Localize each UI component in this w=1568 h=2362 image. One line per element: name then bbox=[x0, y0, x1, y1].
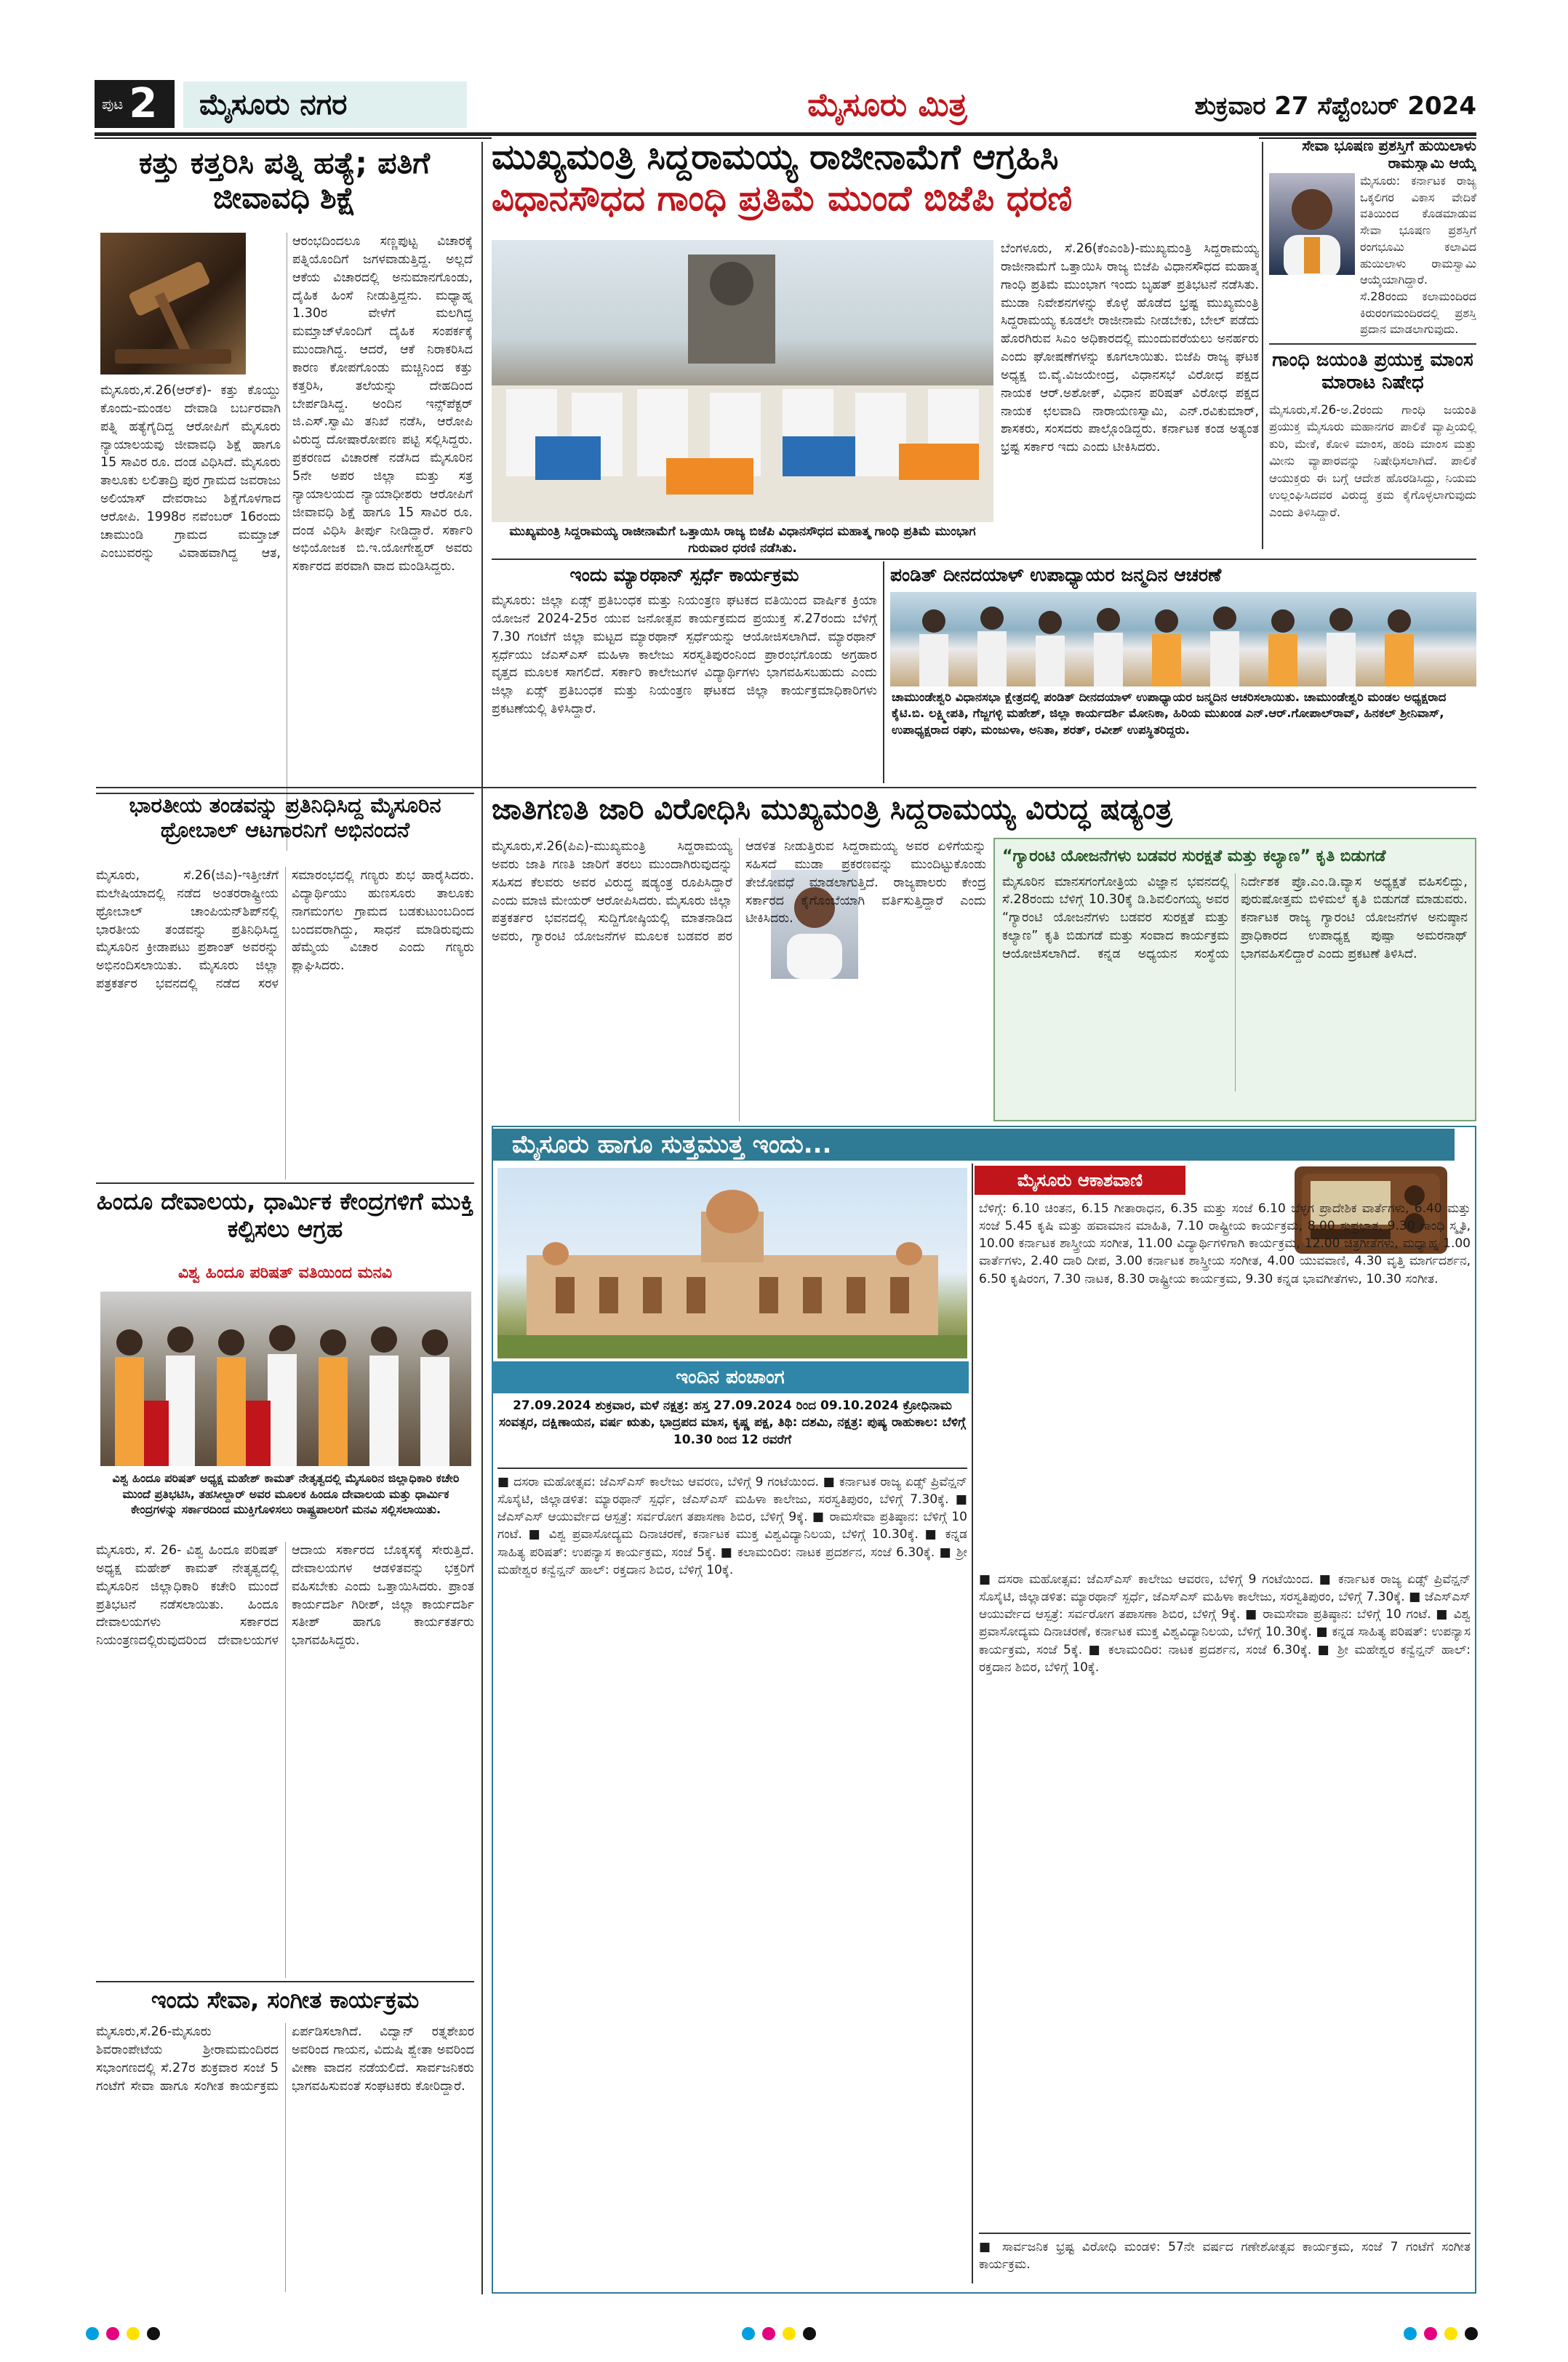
panchanga-text: 27.09.2024 ಶುಕ್ರವಾರ, ಮಳೆ ನಕ್ಷತ್ರ: ಹಸ್ತ 27.09.2024 ರಿಂದ 09.10.2024 ಕ್ರೋಧಿನಾಮ ಸಂವತ್ಸರ, ದಕ್ಷಿಣಾಯನ, ವರ್ಷ ಋತು, ಭಾದ್ರಪದ ಮಾಸ, ಕೃಷ್ಣ ಪಕ್ಷ, ತಿಥಿ: ದಶಮಿ, ನಕ್ಷತ್ರ: ಪುಷ್ಯ ರಾಹುಕಾಲ: ಬೆಳಿಗ್ಗೆ 10.30 ರಿಂದ 12 ರವರೆಗೆ bbox=[499, 1398, 966, 1447]
conspiracy-headline: ಜಾತಿಗಣತಿ ಜಾರಿ ವಿರೋಧಿಸಿ ಮುಖ್ಯಮಂತ್ರಿ ಸಿದ್ದರಾಮಯ್ಯ ವಿರುದ್ಧ ಷಡ್ಯಂತ್ರ bbox=[492, 793, 1172, 826]
award-headline: ಭಾರತೀಯ ತಂಡವನ್ನು ಪ್ರತಿನಿಧಿಸಿದ್ದ ಮೈಸೂರಿನ ಥ್ರೋಬಾಲ್ ಆಟಗಾರನಿಗೆ ಅಭಿನಂದನೆ bbox=[129, 793, 441, 843]
rule bbox=[497, 1468, 967, 1469]
side1-body: ಮೈಸೂರು: ಕರ್ನಾಟಕ ರಾಜ್ಯ ಒಕ್ಕಲಿಗರ ವಿಕಾಸ ವೇದಿಕೆ ವತಿಯಿಂದ ಕೊಡಮಾಡುವ ಸೇವಾ ಭೂಷಣ ಪ್ರಶಸ್ತಿಗೆ ರಂಗಭೂಮಿ ಕಲಾವಿದ ಹುಯಿಲಾಳು ರಾಮಸ್ವಾಮಿ ಆಯ್ಕೆಯಾಗಿದ್ದಾರೆ. ಸೆ.28ರಂದು ಕಲಾಮಂದಿರದ ಕಿರುರಂಗಮಂದಿರದಲ್ಲಿ ಪ್ರಶಸ್ತಿ ಪ್ರದಾನ ಮಾಡಲಾಗುವುದು. bbox=[1360, 174, 1476, 337]
black-dot bbox=[1465, 2327, 1478, 2340]
lead-photo-caption: ಮುಖ್ಯಮಂತ್ರಿ ಸಿದ್ದರಾಮಯ್ಯ ರಾಜೀನಾಮೆಗೆ ಒತ್ತಾಯಿಸಿ ರಾಜ್ಯ ಬಿಜೆಪಿ ವಿಧಾನಸೌಧದ ಮಹಾತ್ಮ ಗಾಂಧಿ ಪ್ರತಿಮೆ ಮುಂಭಾಗ ಗುರುವಾರ ಧರಣಿ ನಡೆಸಿತು. bbox=[509, 524, 976, 556]
marathon-title: ಇಂದು ಮ್ಯಾರಥಾನ್ ಸ್ಪರ್ಧೆ ಕಾರ್ಯಕ್ರಮ bbox=[569, 564, 799, 585]
column-rule bbox=[972, 1164, 973, 2283]
lead-headline-2: ವಿಧಾನಸೌಧದ ಗಾಂಧಿ ಪ್ರತಿಮೆ ಮುಂದೆ ಬಿಜೆಪಿ ಧರಣಿ bbox=[492, 177, 1073, 219]
side1-title: ಸೇವಾ ಭೂಷಣ ಪ್ರಶಸ್ತಿಗೆ ಹುಯಿಲಾಳು ರಾಮಸ್ವಾಮಿ ಆಯ್ಕೆ bbox=[1302, 137, 1476, 172]
page-label: ಪುಟ bbox=[102, 95, 124, 113]
marathon-title-box bbox=[492, 564, 877, 589]
newspaper-name: ಮೈಸೂರು ಮಿತ್ರ bbox=[807, 87, 967, 124]
music-body: ಮೈಸೂರು,ಸೆ.26-ಮೈಸೂರು ಶಿವರಾಂಪೇಟೆಯ ಶ್ರೀರಾಮಮಂದಿರದ ಸಭಾಂಗಣದಲ್ಲಿ ಸೆ.27ರ ಶುಕ್ರವಾರ ಸಂಜೆ 5 ಗಂಟೆಗೆ ಸೇವಾ ಹಾಗೂ ಸಂಗೀತ ಕಾರ್ಯಕ್ರಮ ಏರ್ಪಡಿಸಲಾಗಿದೆ. ವಿದ್ವಾನ್ ರತ್ನಶೇಖರ ಅವರಿಂದ ಗಾಯನ, ವಿದುಷಿ ಶ್ವೇತಾ ಅವರಿಂದ ವೀಣಾ ವಾದನ ನಡೆಯಲಿದೆ. ಸಾರ್ವಜನಿಕರು ಭಾಗವಹಿಸುವಂತೆ ಸಂಘಟಕರು ಕೋರಿದ್ದಾರೆ. bbox=[96, 2025, 474, 2094]
panchanga-title: ಇಂದಿನ ಪಂಚಾಂಗ bbox=[492, 1361, 969, 1393]
award-body: ಮೈಸೂರು, ಸೆ.26(ಜಿಎ)-ಇತ್ತೀಚೆಗೆ ಮಲೇಷಿಯಾದಲ್ಲಿ ನಡೆದ ಅಂತರರಾಷ್ಟ್ರೀಯ ಥ್ರೋಬಾಲ್ ಚಾಂಪಿಯನ್‌ಶಿಪ್‌ನಲ್ಲಿ ಭಾರತೀಯ ತಂಡವನ್ನು ಪ್ರತಿನಿಧಿಸಿದ್ದ ಮೈಸೂರಿನ ಕ್ರೀಡಾಪಟು ಪ್ರಶಾಂತ್ ಅವರನ್ನು ಅಭಿನಂದಿಸಲಾಯಿತು. ಮೈಸೂರು ಜಿಲ್ಲಾ ಪತ್ರಕರ್ತರ ಭವನದಲ್ಲಿ ನಡೆದ ಸರಳ ಸಮಾರಂಭದಲ್ಲಿ ಗಣ್ಯರು ಶುಭ ಹಾರೈಸಿದರು. ವಿದ್ಯಾರ್ಥಿಯು ಹುಣಸೂರು ತಾಲೂಕು ನಾಗಮಂಗಲ ಗ್ರಾಮದ ಬಡಕುಟುಂಬದಿಂದ ಬಂದವರಾಗಿದ್ದು, ಸಾಧನೆ ಮಾಡಿರುವುದು ಹೆಮ್ಮೆಯ ವಿಚಾರ ಎಂದು ಗಣ್ಯರು ಶ್ಲಾಘಿಸಿದರು. bbox=[96, 868, 474, 992]
cyan-dot bbox=[742, 2327, 755, 2340]
story-murder-headline-box bbox=[96, 145, 473, 230]
events-body: ■ ದಸರಾ ಮಹೋತ್ಸವ: ಜೆಎಸ್‌ಎಸ್ ಕಾಲೇಜು ಆವರಣ, ಬೆಳಿಗ್ಗೆ 9 ಗಂಟೆಯಿಂದ. ■ ಕರ್ನಾಟಕ ರಾಜ್ಯ ಏಡ್ಸ್ ಪ್ರಿವೆನ್ಷನ್ ಸೊಸೈಟಿ, ಜಿಲ್ಲಾಡಳಿತ: ಮ್ಯಾರಥಾನ್ ಸ್ಪರ್ಧೆ, ಜೆಎಸ್‌ಎಸ್ ಮಹಿಳಾ ಕಾಲೇಜು, ಸರಸ್ವತಿಪುರಂ, ಬೆಳಿಗ್ಗೆ 7.30ಕ್ಕೆ. ■ ಜೆಎಸ್‌ಎಸ್ ಆಯುರ್ವೇದ ಆಸ್ಪತ್ರೆ: ಸರ್ವರೋಗ ತಪಾಸಣಾ ಶಿಬಿರ, ಬೆಳಿಗ್ಗೆ 9ಕ್ಕೆ. ■ ರಾಮಸೇವಾ ಪ್ರತಿಷ್ಠಾನ: ಬೆಳಿಗ್ಗೆ 10 ಗಂಟೆ. ■ ವಿಶ್ವ ಪ್ರವಾಸೋದ್ಯಮ ದಿನಾಚರಣೆ, ಕರ್ನಾಟಕ ಮುಕ್ತ ವಿಶ್ವವಿದ್ಯಾನಿಲಯ, ಬೆಳಿಗ್ಗೆ 10.30ಕ್ಕೆ. ■ ಕನ್ನಡ ಸಾಹಿತ್ಯ ಪರಿಷತ್: ಉಪನ್ಯಾಸ ಕಾರ್ಯಕ್ರಮ, ಸಂಜೆ 5ಕ್ಕೆ. ■ ಕಲಾಮಂದಿರ: ನಾಟಕ ಪ್ರದರ್ಶನ, ಸಂಜೆ 6.30ಕ್ಕೆ. ■ ಶ್ರೀ ಮಹೇಶ್ವರ ಕನ್ವೆನ್ಷನ್ ಹಾಲ್: ರಕ್ತದಾನ ಶಿಬಿರ, ಬೆಳಿಗ್ಗೆ 10ಕ್ಕೆ. bbox=[497, 1475, 967, 1577]
lead-headline-1: ಮುಖ್ಯಮಂತ್ರಿ ಸಿದ್ದರಾಮಯ್ಯ ರಾಜೀನಾಮೆಗೆ ಆಗ್ರಹಿಸಿ bbox=[492, 137, 1059, 177]
deendayal-photo bbox=[890, 592, 1476, 686]
vhp-photo bbox=[100, 1292, 471, 1466]
marathon-body: ಮೈಸೂರು: ಜಿಲ್ಲಾ ಏಡ್ಸ್ ಪ್ರತಿಬಂಧಕ ಮತ್ತು ನಿಯಂತ್ರಣ ಘಟಕದ ವತಿಯಿಂದ ವಾರ್ಷಿಕ ಕ್ರಿಯಾ ಯೋಜನೆ 2024-25ರ ಯುವ ಜನೋತ್ಸವ ಕಾರ್ಯಕ್ರಮದ ಪ್ರಯುಕ್ತ ಸೆ.27ರಂದು ಬೆಳಿಗ್ಗೆ 7.30 ಗಂಟೆಗೆ ಜಿಲ್ಲಾ ಮಟ್ಟದ ಮ್ಯಾರಥಾನ್ ಸ್ಪರ್ಧೆಯನ್ನು ಆಯೋಜಿಸಲಾಗಿದೆ. ಮ್ಯಾರಥಾನ್ ಸ್ಪರ್ಧೆಯು ಜೆಎಸ್‌ಎಸ್ ಮಹಿಳಾ ಕಾಲೇಜು ಸರಸ್ವತಿಪುರಂನಿಂದ ಪ್ರಾರಂಭಗೊಂಡು ಅಗ್ರಹಾರ ವೃತ್ತದ ಮೂಲಕ ಸಾಗಲಿದೆ. ಸರ್ಕಾರಿ ಕಾಲೇಜುಗಳ ವಿದ್ಯಾರ್ಥಿಗಳು ಭಾಗವಹಿಸಬಹುದು ಎಂದು ಜಿಲ್ಲಾ ಏಡ್ಸ್ ಪ್ರತಿಬಂಧಕ ಮತ್ತು ನಿಯಂತ್ರಣ ಘಟಕದ ಜಿಲ್ಲಾ ಕಾರ್ಯಕ್ರಮಾಧಿಕಾರಿಗಳು ಪ್ರಕಟಣೆಯಲ್ಲಿ ತಿಳಿಸಿದ್ದಾರೆ. bbox=[492, 593, 877, 717]
rule bbox=[96, 787, 1476, 788]
yellow-dot bbox=[783, 2327, 796, 2340]
magenta-dot bbox=[762, 2327, 775, 2340]
story-murder-body: ಮೈಸೂರು,ಸೆ.26(ಆರ್‌ಕೆ)- ಕತ್ತು ಕೊಯ್ದು ಕೊಂದು-ಮಂಡಲ ದೇವಾಡಿ ಬರ್ಬರವಾಗಿ ಪತ್ನಿ ಹತ್ಯೆಗೈದಿದ್ದ ಆರೋಪಿಗೆ ಮೈಸೂರು ನ್ಯಾಯಾಲಯವು ಜೀವಾವಧಿ ಶಿಕ್ಷೆ ಹಾಗೂ 15 ಸಾವಿರ ರೂ. ದಂಡ ವಿಧಿಸಿದೆ. ಮೈಸೂರು ತಾಲೂಕು ಲಲಿತಾದ್ರಿ ಪುರ ಗ್ರಾಮದ ಜವರಾಜು ಅಲಿಯಾಸ್ ದೇವರಾಜು ಶಿಕ್ಷೆಗೊಳಗಾದ ಆರೋಪಿ. 1998ರ ನವೆಂಬರ್ 16ರಂದು ಚಾಮುಂಡಿ ಗ್ರಾಮದ ಮಮ್ತಾಜ್ ಎಂಬುವರನ್ನು ವಿವಾಹವಾಗಿದ್ದ ಆತ, ಆರಂಭದಿಂದಲೂ ಸಣ್ಣಪುಟ್ಟ ವಿಚಾರಕ್ಕೆ ಪತ್ನಿಯೊಂದಿಗೆ ಜಗಳವಾಡುತ್ತಿದ್ದ. ಅಲ್ಲದೆ ಆಕೆಯ ವಿಚಾರದಲ್ಲಿ ಅನುಮಾನಗೊಂಡು, ದೈಹಿಕ ಹಿಂಸೆ ನೀಡುತ್ತಿದ್ದನು. ಮಧ್ಯಾಹ್ನ 1.30ರ ವೇಳೆಗೆ ಮಲಗಿದ್ದ ಮಮ್ತಾಜ್‌ಳೊಂದಿಗೆ ದೈಹಿಕ ಸಂಪರ್ಕಕ್ಕೆ ಮುಂದಾಗಿದ್ದ. ಆದರೆ, ಆಕೆ ನಿರಾಕರಿಸಿದ ಕಾರಣ ಕೋಪಗೊಂಡು ಮಚ್ಚಿನಿಂದ ಕತ್ತು ಕತ್ತರಿಸಿ, ತಲೆಯನ್ನು ದೇಹದಿಂದ ಬೇರ್ಪಡಿಸಿದ್ದ. ಅಂದಿನ ಇನ್ಸ್‌ಪೆಕ್ಟರ್ ಜಿ.ಎಸ್.ಸ್ವಾಮಿ ತನಿಖೆ ನಡೆಸಿ, ಆರೋಪಿ ವಿರುದ್ಧ ದೋಷಾರೋಪಣ ಪಟ್ಟಿ ಸಲ್ಲಿಸಿದ್ದರು. ಪ್ರಕರಣದ ವಿಚಾರಣೆ ನಡೆಸಿದ ಮೈಸೂರಿನ 5ನೇ ಅಪರ ಜಿಲ್ಲಾ ಮತ್ತು ಸತ್ರ ನ್ಯಾಯಾಲಯದ ನ್ಯಾಯಾಧೀಶರು ಆರೋಪಿಗೆ ಜೀವಾವಧಿ ಶಿಕ್ಷೆ ಹಾಗೂ 15 ಸಾವಿರ ರೂ. ದಂಡ ವಿಧಿಸಿ ತೀರ್ಪು ನೀಡಿದ್ದಾರೆ. ಸರ್ಕಾರಿ ಅಭಿಯೋಜಕ ಬಿ.ಇ.ಯೋಗೇಶ್ವರ್ ಅವರು ಸರ್ಕಾರದ ಪರವಾಗಿ ವಾದ ಮಂಡಿಸಿದ್ದರು. bbox=[100, 234, 473, 575]
issue-date: ಶುಕ್ರವಾರ 27 ಸೆಪ್ಟೆಂಬರ್ 2024 bbox=[1194, 92, 1476, 121]
photo-spacer bbox=[100, 233, 246, 382]
column-rule bbox=[1262, 142, 1263, 549]
deendayal-title: ಪಂಡಿತ್ ದೀನದಯಾಳ್ ಉಪಾಧ್ಯಾಯರ ಜನ್ಮದಿನ ಆಚರಣೆ bbox=[890, 564, 1222, 585]
guarantee-box bbox=[993, 838, 1476, 1121]
magenta-dot bbox=[1424, 2327, 1437, 2340]
vhp-subhead-box bbox=[96, 1264, 474, 1289]
yellow-dot bbox=[127, 2327, 140, 2340]
conspiracy-headline-box bbox=[492, 793, 1476, 833]
events-body-continued: ■ ದಸರಾ ಮಹೋತ್ಸವ: ಜೆಎಸ್‌ಎಸ್ ಕಾಲೇಜು ಆವರಣ, ಬೆಳಿಗ್ಗೆ 9 ಗಂಟೆಯಿಂದ. ■ ಕರ್ನಾಟಕ ರಾಜ್ಯ ಏಡ್ಸ್ ಪ್ರಿವೆನ್ಷನ್ ಸೊಸೈಟಿ, ಜಿಲ್ಲಾಡಳಿತ: ಮ್ಯಾರಥಾನ್ ಸ್ಪರ್ಧೆ, ಜೆಎಸ್‌ಎಸ್ ಮಹಿಳಾ ಕಾಲೇಜು, ಸರಸ್ವತಿಪುರಂ, ಬೆಳಿಗ್ಗೆ 7.30ಕ್ಕೆ. ■ ಜೆಎಸ್‌ಎಸ್ ಆಯುರ್ವೇದ ಆಸ್ಪತ್ರೆ: ಸರ್ವರೋಗ ತಪಾಸಣಾ ಶಿಬಿರ, ಬೆಳಿಗ್ಗೆ 9ಕ್ಕೆ. ■ ರಾಮಸೇವಾ ಪ್ರತಿಷ್ಠಾನ: ಬೆಳಿಗ್ಗೆ 10 ಗಂಟೆ. ■ ವಿಶ್ವ ಪ್ರವಾಸೋದ್ಯಮ ದಿನಾಚರಣೆ, ಕರ್ನಾಟಕ ಮುಕ್ತ ವಿಶ್ವವಿದ್ಯಾನಿಲಯ, ಬೆಳಿಗ್ಗೆ 10.30ಕ್ಕೆ. ■ ಕನ್ನಡ ಸಾಹಿತ್ಯ ಪರಿಷತ್: ಉಪನ್ಯಾಸ ಕಾರ್ಯಕ್ರಮ, ಸಂಜೆ 5ಕ್ಕೆ. ■ ಕಲಾಮಂದಿರ: ನಾಟಕ ಪ್ರದರ್ಶನ, ಸಂಜೆ 6.30ಕ್ಕೆ. ■ ಶ್ರೀ ಮಹೇಶ್ವರ ಕನ್ವೆನ್ಷನ್ ಹಾಲ್: ರಕ್ತದಾನ ಶಿಬಿರ, ಬೆಳಿಗ್ಗೆ 10ಕ್ಕೆ. bbox=[979, 1572, 1471, 1675]
side2-title: ಗಾಂಧಿ ಜಯಂತಿ ಪ್ರಯುಕ್ತ ಮಾಂಸ ಮಾರಾಟ ನಿಷೇಧ bbox=[1272, 349, 1473, 394]
protest-scene-illustration bbox=[492, 240, 993, 522]
rule bbox=[492, 559, 1476, 560]
conspiracy-body: ಮೈಸೂರು,ಸೆ.26(ಪಿಎ)-ಮುಖ್ಯಮಂತ್ರಿ ಸಿದ್ದರಾಮಯ್ಯ ಅವರು ಜಾತಿ ಗಣತಿ ಜಾರಿಗೆ ತರಲು ಮುಂದಾಗಿರುವುದನ್ನು ಸಹಿಸದ ಕೆಲವರು ಅವರ ವಿರುದ್ಧ ಷಡ್ಯಂತ್ರ ರೂಪಿಸಿದ್ದಾರೆ ಎಂದು ಮಾಜಿ ಮೇಯರ್ ಆರೋಪಿಸಿದರು. ಮೈಸೂರು ಜಿಲ್ಲಾ ಪತ್ರಕರ್ತರ ಭವನದಲ್ಲಿ ಸುದ್ದಿಗೋಷ್ಠಿಯಲ್ಲಿ ಮಾತನಾಡಿದ ಅವರು, ಗ್ಯಾರಂಟಿ ಯೋಜನೆಗಳ ಮೂಲಕ ಬಡವರ ಪರ ಆಡಳಿತ ನೀಡುತ್ತಿರುವ ಸಿದ್ದರಾಮಯ್ಯ ಅವರ ಏಳಿಗೆಯನ್ನು ಸಹಿಸದೆ ಮುಡಾ ಪ್ರಕರಣವನ್ನು ಮುಂದಿಟ್ಟುಕೊಂಡು ತೇಜೋವಧೆ ಮಾಡಲಾಗುತ್ತಿದೆ. ರಾಜ್ಯಪಾಲರು ಕೇಂದ್ರ ಸರ್ಕಾರದ ಕೈಗೊಂಬೆಯಾಗಿ ವರ್ತಿಸುತ್ತಿದ್ದಾರೆ ಎಂದು ಟೀಕಿಸಿದರು. bbox=[492, 839, 986, 945]
print-registration-marks-center bbox=[742, 2327, 816, 2340]
lead-body: ಬೆಂಗಳೂರು, ಸೆ.26(ಕೆಂಎಂಶಿ)-ಮುಖ್ಯಮಂತ್ರಿ ಸಿದ್ದರಾಮಯ್ಯ ರಾಜೀನಾಮೆಗೆ ಒತ್ತಾಯಿಸಿ ರಾಜ್ಯ ಬಿಜೆಪಿ ವಿಧಾನಸೌಧದ ಮಹಾತ್ಮ ಗಾಂಧಿ ಪ್ರತಿಮೆ ಮುಂಭಾಗ ಇಂದು ಬೃಹತ್ ಪ್ರತಿಭಟನೆ ನಡೆಸಿತು. ಮುಡಾ ನಿವೇಶನಗಳನ್ನು ಕೊಳ್ಳೆ ಹೊಡೆದ ಭ್ರಷ್ಟ ಮುಖ್ಯಮಂತ್ರಿ ಸಿದ್ದರಾಮಯ್ಯ ಕೂಡಲೇ ರಾಜೀನಾಮೆ ನೀಡಬೇಕು, ಬೇಲ್ ಪಡೆದು ಹೊರಗಿರುವ ಸಿಎಂ ಅಧಿಕಾರದಲ್ಲಿ ಮುಂದುವರೆಯಲು ಅನರ್ಹರು ಎಂದು ಘೋಷಣೆಗಳನ್ನು ಕೂಗಲಾಯಿತು. ಬಿಜೆಪಿ ರಾಜ್ಯ ಘಟಕ ಅಧ್ಯಕ್ಷ ಬಿ.ವೈ.ವಿಜಯೇಂದ್ರ, ವಿಧಾನಸಭೆ ವಿರೋಧ ಪಕ್ಷದ ನಾಯಕ ಆರ್.ಅಶೋಕ್, ವಿಧಾನ ಪರಿಷತ್ ವಿರೋಧ ಪಕ್ಷದ ನಾಯಕ ಛಲವಾದಿ ನಾರಾಯಣಸ್ವಾಮಿ, ಎನ್.ರವಿಕುಮಾರ್, ಶಾಸಕರು, ಸಂಸದರು ಪಾಲ್ಗೊಂಡಿದ್ದರು. ಕರ್ನಾಟಕ ಕಂಡ ಅತ್ಯಂತ ಭ್ರಷ್ಟ ಸರ್ಕಾರ ಇದು ಎಂದು ಟೀಕಿಸಿದರು. bbox=[1001, 241, 1259, 455]
group-photo-illustration bbox=[100, 1292, 471, 1466]
rule bbox=[1269, 343, 1476, 345]
rule bbox=[96, 1981, 474, 1982]
vhp-headline: ಹಿಂದೂ ದೇವಾಲಯ, ಧಾರ್ಮಿಕ ಕೇಂದ್ರಗಳಿಗೆ ಮುಕ್ತಿ ಕಲ್ಪಿಸಲು ಆಗ್ರಹ bbox=[96, 1188, 474, 1243]
deendayal-caption: ಚಾಮುಂಡೇಶ್ವರಿ ವಿಧಾನಸಭಾ ಕ್ಷೇತ್ರದಲ್ಲಿ ಪಂಡಿತ್ ದೀನದಯಾಳ್ ಉಪಾಧ್ಯಾಯರ ಜನ್ಮದಿನ ಆಚರಿಸಲಾಯಿತು. ಚಾಮುಂಡೇಶ್ವರಿ ಮಂಡಲ ಅಧ್ಯಕ್ಷರಾದ ಕೈಟಿ.ಬಿ. ಲಕ್ಷ್ಮೀಪತಿ, ಗೆಜ್ಜಗಳ್ಳಿ ಮಹೇಶ್, ಜಿಲ್ಲಾ ಕಾರ್ಯದರ್ಶಿ ಮೋನಿಕಾ, ಹಿರಿಯ ಮುಖಂಡ ಎನ್.ಆರ್.ಗೋಪಾಲ್‌ರಾವ್, ಹಿನಕಲ್ ಶ್ರೀನಿವಾಸ್, ಉಪಾಧ್ಯಕ್ಷರಾದ ರಘು, ಮಂಜುಳಾ, ಅನಿತಾ, ಶರತ್, ರವೀಶ್ ಉಪಸ್ಥಿತರಿದ್ದರು. bbox=[892, 690, 1447, 737]
footer-note: ■ ಸಾರ್ವಜನಿಕ ಭ್ರಷ್ಟ ವಿರೋಧಿ ಮಂಡಳಿ: 57ನೇ ವರ್ಷದ ಗಣೇಶೋತ್ಸವ ಕಾರ್ಯಕ್ರಮ, ಸಂಜೆ 7 ಗಂಟೆಗೆ ಸಂಗೀತ ಕಾರ್ಯಕ್ರಮ. bbox=[979, 2240, 1471, 2273]
radio-title: ಮೈಸೂರು ಆಕಾಶವಾಣಿ bbox=[975, 1166, 1185, 1195]
column-rule bbox=[481, 142, 483, 2294]
rule bbox=[96, 1182, 474, 1184]
group-photo-illustration bbox=[890, 592, 1476, 686]
magenta-dot bbox=[106, 2327, 119, 2340]
vhp-subhead: ವಿಶ್ವ ಹಿಂದೂ ಪರಿಷತ್ ವತಿಯಿಂದ ಮನವಿ bbox=[177, 1264, 393, 1282]
lead-protest-photo bbox=[492, 240, 993, 522]
mysore-palace-illustration bbox=[497, 1168, 967, 1358]
guarantee-body: ಮೈಸೂರಿನ ಮಾನಸಗಂಗೋತ್ರಿಯ ವಿಜ್ಞಾನ ಭವನದಲ್ಲಿ ಸೆ.28ರಂದು ಬೆಳಿಗ್ಗೆ 10.30ಕ್ಕೆ ಡಿ.ಶಿವಲಿಂಗಯ್ಯ ಅವರ “ಗ್ಯಾರಂಟಿ ಯೋಜನೆಗಳು ಬಡವರ ಸುರಕ್ಷತೆ ಮತ್ತು ಕಲ್ಯಾಣ” ಕೃತಿ ಬಿಡುಗಡೆ ಮತ್ತು ಸಂವಾದ ಕಾರ್ಯಕ್ರಮ ಆಯೋಜಿಸಲಾಗಿದೆ. ಕನ್ನಡ ಅಧ್ಯಯನ ಸಂಸ್ಥೆಯ ನಿರ್ದೇಶಕ ಪ್ರೊ.ಎಂ.ಡಿ.ವ್ಯಾಸ ಅಧ್ಯಕ್ಷತೆ ವಹಿಸಲಿದ್ದು, ಪುರುಷೋತ್ತಮ ಬಿಳಿಮಲೆ ಕೃತಿ ಬಿಡುಗಡೆ ಮಾಡುವರು. ಕರ್ನಾಟಕ ರಾಜ್ಯ ಗ್ಯಾರಂಟಿ ಯೋಜನೆಗಳ ಅನುಷ್ಠಾನ ಪ್ರಾಧಿಕಾರದ ಉಪಾಧ್ಯಕ್ಷ ಪುಷ್ಪಾ ಅಮರನಾಥ್ ಭಾಗವಹಿಸಲಿದ್ದಾರೆ ಎಂದು ಪ್ರಕಟಣೆ ತಿಳಿಸಿದೆ. bbox=[1002, 874, 1468, 961]
page-number-badge bbox=[95, 80, 175, 128]
vhp-body: ಮೈಸೂರು, ಸೆ. 26- ವಿಶ್ವ ಹಿಂದೂ ಪರಿಷತ್ ಅಧ್ಯಕ್ಷ ಮಹೇಶ್ ಕಾಮತ್ ನೇತೃತ್ವದಲ್ಲಿ ಮೈಸೂರಿನ ಜಿಲ್ಲಾಧಿಕಾರಿ ಕಚೇರಿ ಮುಂದೆ ಪ್ರತಿಭಟನೆ ನಡೆಸಲಾಯಿತು. ಹಿಂದೂ ದೇವಾಲಯಗಳು ಸರ್ಕಾರದ ನಿಯಂತ್ರಣದಲ್ಲಿರುವುದರಿಂದ ದೇವಾಲಯಗಳ ಆದಾಯ ಸರ್ಕಾರದ ಬೊಕ್ಕಸಕ್ಕೆ ಸೇರುತ್ತಿದೆ. ದೇವಾಲಯಗಳ ಆಡಳಿತವನ್ನು ಭಕ್ತರಿಗೆ ವಹಿಸಬೇಕು ಎಂದು ಒತ್ತಾಯಿಸಿದರು. ಪ್ರಾಂತ ಕಾರ್ಯದರ್ಶಿ ಗಿರೀಶ್, ಜಿಲ್ಲಾ ಕಾರ್ಯದರ್ಶಿ ಸತೀಶ್ ಹಾಗೂ ಕಾರ್ಯಕರ್ತರು ಭಾಗವಹಿಸಿದ್ದರು. bbox=[96, 1543, 474, 1649]
guarantee-headline: “ಗ್ಯಾರಂಟಿ ಯೋಜನೆಗಳು ಬಡವರ ಸುರಕ್ಷತೆ ಮತ್ತು ಕಲ್ಯಾಣ” ಕೃತಿ ಬಿಡುಗಡೆ bbox=[1002, 847, 1386, 865]
story-murder-headline: ಕತ್ತು ಕತ್ತರಿಸಿ ಪತ್ನಿ ಹತ್ಯೆ; ಪತಿಗೆ ಜೀವಾವಧಿ ಶಿಕ್ಷೆ bbox=[138, 145, 431, 216]
cyan-dot bbox=[1404, 2327, 1417, 2340]
portrait-photo bbox=[1269, 173, 1355, 275]
black-dot bbox=[147, 2327, 160, 2340]
lead-headline-box bbox=[492, 137, 1259, 231]
side2-title-box bbox=[1269, 349, 1476, 400]
side1-title-box bbox=[1269, 137, 1476, 172]
story-murder-body-wrap bbox=[100, 233, 473, 851]
person-icon bbox=[1269, 173, 1355, 275]
page-number: 2 bbox=[129, 80, 158, 127]
award-headline-box bbox=[96, 793, 474, 865]
yellow-dot bbox=[1444, 2327, 1457, 2340]
section-title: ಮೈಸೂರು ನಗರ bbox=[183, 81, 467, 128]
radio-body: ಬೆಳಿಗ್ಗೆ: 6.10 ಚಿಂತನ, 6.15 ಗೀತಾರಾಧನ, 6.35 ಮತ್ತು ಸಂಜೆ 6.10 ಬೆಳ್ಳಗ ಪ್ರಾದೇಶಿಕ ವಾರ್ತೆಗಳು, 6.40 ಮತ್ತು ಸಂಜೆ 5.45 ಕೃಷಿ ಮತ್ತು ಹವಾಮಾನ ಮಾಹಿತಿ, 7.10 ರಾಷ್ಟ್ರೀಯ ಕಾರ್ಯಕ್ರಮ, 8.00 ಸುಪ್ರಭಾತ, 9.30 ಗಾಂಧಿ ಸ್ಮೃತಿ, 10.00 ಕರ್ನಾಟಕ ಶಾಸ್ತ್ರೀಯ ಸಂಗೀತ, 11.00 ವಿದ್ಯಾರ್ಥಿಗಳಿಗಾಗಿ ಕಾರ್ಯಕ್ರಮ, 12.00 ಚಿತ್ರಗೀತೆಗಳು, ಮಧ್ಯಾಹ್ನ 1.00 ವಾರ್ತೆಗಳು, 2.40 ದಾರಿ ದೀಪ, 3.00 ಕರ್ನಾಟಕ ಶಾಸ್ತ್ರೀಯ ಸಂಗೀತ, 4.00 ಯುವವಾಣಿ, 4.30 ವೃತ್ತಿ ಮಾರ್ಗದರ್ಶನ, 6.50 ಕೃಷಿರಂಗ, 7.30 ನಾಟಕ, 8.30 ರಾಷ್ಟ್ರೀಯ ಕಾರ್ಯಕ್ರಮ, 9.30 ಕನ್ನಡ ಭಾವಗೀತೆಗಳು, 10.30 ಸಂಗೀತ. bbox=[979, 1201, 1471, 1286]
vhp-caption: ವಿಶ್ವ ಹಿಂದೂ ಪರಿಷತ್ ಅಧ್ಯಕ್ಷ ಮಹೇಶ್ ಕಾಮತ್ ನೇತೃತ್ವದಲ್ಲಿ ಮೈಸೂರಿನ ಜಿಲ್ಲಾಧಿಕಾರಿ ಕಚೇರಿ ಮುಂದೆ ಪ್ರತಿಭಟಿಸಿ, ತಹಸೀಲ್ದಾರ್ ಅವರ ಮೂಲಕ ಹಿಂದೂ ದೇವಾಲಯ ಮತ್ತು ಧಾರ್ಮಿಕ ಕೇಂದ್ರಗಳನ್ನು ಸರ್ಕಾರದಿಂದ ಮುಕ್ತಿಗೊಳಿಸಲು ರಾಷ್ಟ್ರಪಾಲರಿಗೆ ಮನವಿ ಸಲ್ಲಿಸಲಾಯಿತು. bbox=[112, 1471, 460, 1517]
print-registration-marks-right bbox=[1404, 2327, 1478, 2340]
vhp-headline-box bbox=[96, 1188, 474, 1261]
today-panel-title: ಮೈಸೂರು ಹಾಗೂ ಸುತ್ತಮುತ್ತ ಇಂದು... bbox=[492, 1129, 1455, 1161]
palace-photo bbox=[497, 1168, 967, 1358]
cyan-dot bbox=[86, 2327, 99, 2340]
black-dot bbox=[803, 2327, 816, 2340]
music-headline-box bbox=[96, 1987, 474, 2020]
rule bbox=[979, 2233, 1471, 2234]
music-headline: ಇಂದು ಸೇವಾ, ಸಂಗೀತ ಕಾರ್ಯಕ್ರಮ bbox=[151, 1987, 420, 2014]
print-registration-marks-left bbox=[86, 2327, 160, 2340]
deendayal-title-box bbox=[890, 564, 1476, 589]
side2-body: ಮೈಸೂರು,ಸೆ.26-ಅ.2ರಂದು ಗಾಂಧಿ ಜಯಂತಿ ಪ್ರಯುಕ್ತ ಮೈಸೂರು ಮಹಾನಗರ ಪಾಲಿಕೆ ವ್ಯಾಪ್ತಿಯಲ್ಲಿ ಕುರಿ, ಮೇಕೆ, ಕೋಳಿ ಮಾಂಸ, ಹಂದಿ ಮಾಂಸ ಮತ್ತು ಮೀನು ವ್ಯಾಪಾರವನ್ನು ನಿಷೇಧಿಸಲಾಗಿದೆ. ಪಾಲಿಕೆ ಆಯುಕ್ತರು ಈ ಬಗ್ಗೆ ಆದೇಶ ಹೊರಡಿಸಿದ್ದು, ನಿಯಮ ಉಲ್ಲಂಘಿಸಿದವರ ವಿರುದ್ಧ ಕ್ರಮ ಕೈಗೊಳ್ಳಲಾಗುವುದು ಎಂದು ತಿಳಿಸಿದ್ದಾರೆ. bbox=[1269, 403, 1476, 519]
header-divider bbox=[95, 132, 1476, 136]
column-rule bbox=[883, 561, 884, 783]
